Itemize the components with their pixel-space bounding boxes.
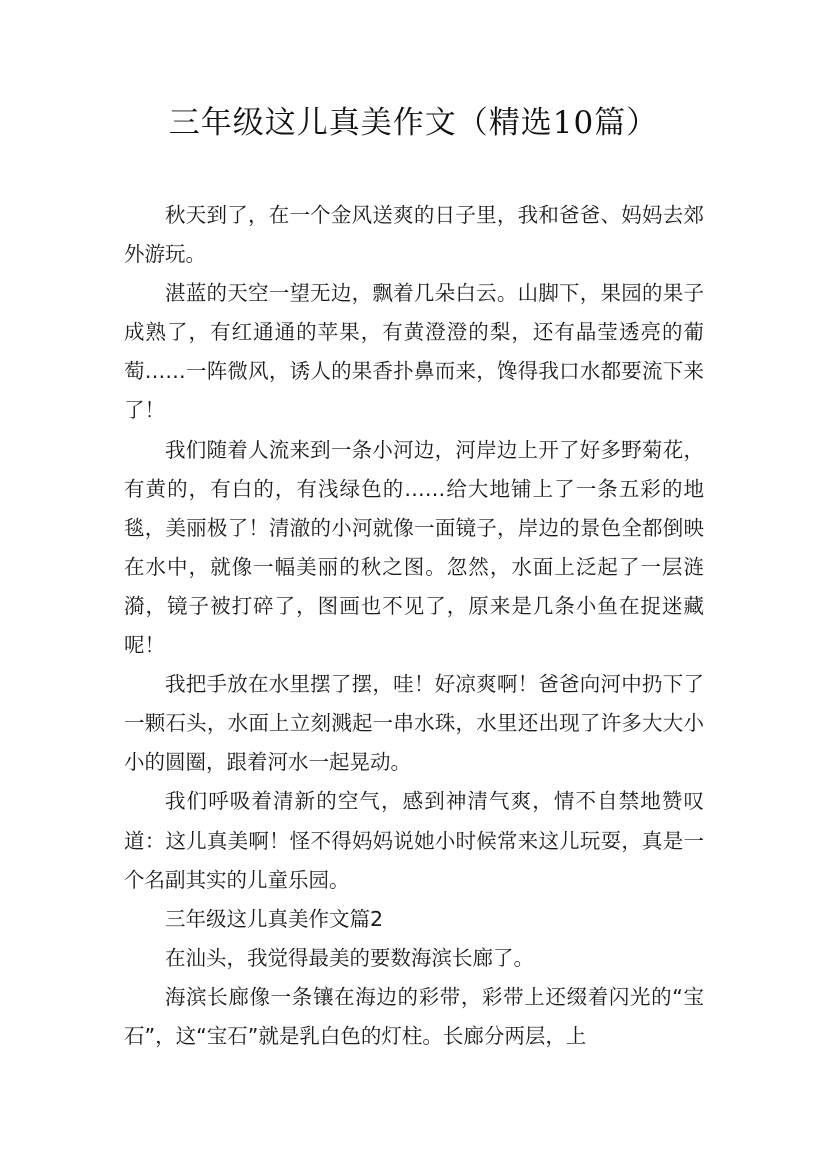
section-heading: 三年级这儿真美作文篇2 bbox=[165, 906, 384, 931]
paragraph: 在汕头，我觉得最美的要数海滨长廊了。 bbox=[165, 945, 534, 970]
paragraph: 秋天到了，在一个金风送爽的日子里，我和爸爸、妈妈去郊外游玩。 bbox=[124, 203, 704, 267]
document-body bbox=[124, 196, 704, 1056]
paragraph: 我们随着人流来到一条小河边，河岸边上开了好多野菊花，有黄的，有白的，有浅绿色的……给大地铺上了一条五彩的地毯，美丽极了！清澈的小河就像一面镜子，岸边的景色全都倒映在水中，就像一幅美丽的秋之图。忽然，水面上泛起了一层涟漪，镜子被打碎了，图画也不见了，原来是几条小鱼在捉迷藏呢！ bbox=[124, 437, 704, 658]
paragraph: 我们呼吸着清新的空气，感到神清气爽，情不自禁地赞叹道：这儿真美啊！怪不得妈妈说她小时候常来这儿玩耍，真是一个名副其实的儿童乐园。 bbox=[124, 789, 704, 892]
paragraph: 湛蓝的天空一望无边，飘着几朵白云。山脚下，果园的果子成熟了，有红通通的苹果，有黄澄澄的梨，还有晶莹透亮的葡萄……一阵微风，诱人的果香扑鼻而来，馋得我口水都要流下来了！ bbox=[124, 281, 704, 423]
document-title: 三年级这儿真美作文（精选10篇） bbox=[168, 105, 659, 141]
paragraph: 海滨长廊像一条镶在海边的彩带，彩带上还缀着闪光的“宝石”，这“宝石”就是乳白色的灯柱。长廊分两层，上 bbox=[124, 984, 704, 1048]
paragraph: 我把手放在水里摆了摆，哇！好凉爽啊！爸爸向河中扔下了一颗石头，水面上立刻溅起一串水珠，水里还出现了许多大大小小的圆圈，跟着河水一起晃动。 bbox=[124, 672, 704, 775]
